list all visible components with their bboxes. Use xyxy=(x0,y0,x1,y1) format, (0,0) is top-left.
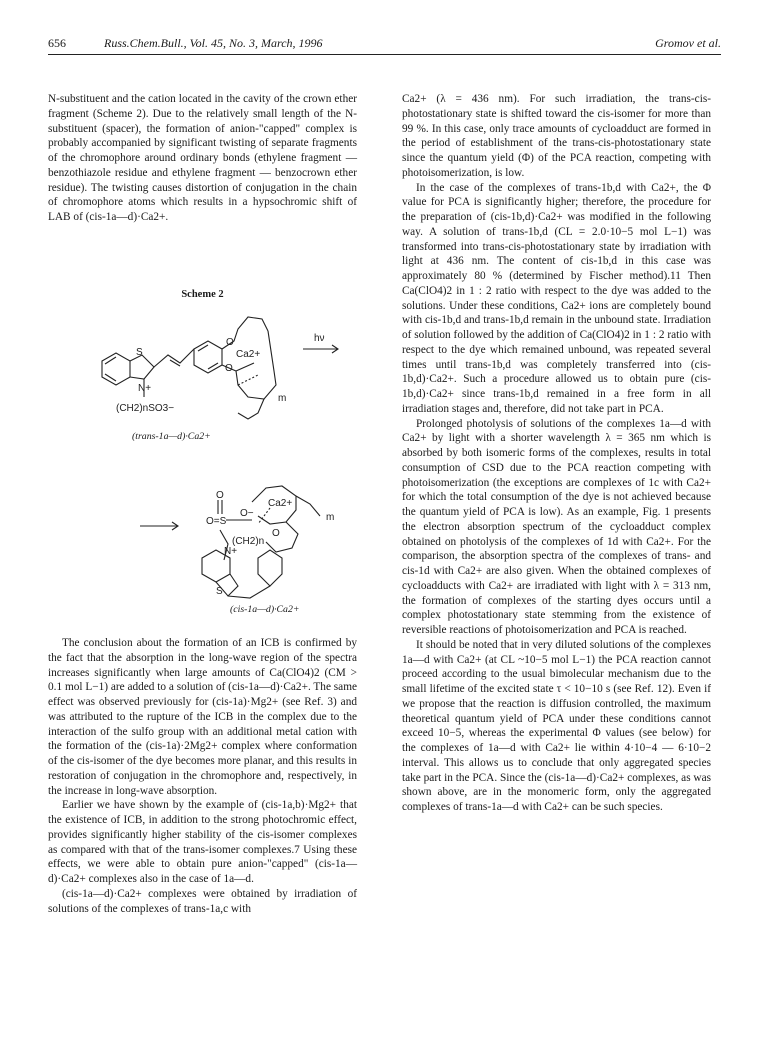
calcium-ion: Ca2+ xyxy=(268,498,293,509)
calcium-ion: Ca2+ xyxy=(236,349,261,360)
thiazole-ring xyxy=(130,355,154,379)
benzocrown-ring xyxy=(194,341,222,373)
paragraph: Ca2+ (λ = 436 nm). For such irradiation, the trans-cis-photostationary state is shifted toward the cis-isomer for more than 99 %. In this case, only trace amounts of cycloadduct are formed in the period of establishment of the trans-cis-photostationary state since the quantum yield (Φ) of the PCA reaction, competing with photoisomerization, is low. xyxy=(402,93,711,179)
atom-o: O xyxy=(226,337,234,348)
page-number: 656 xyxy=(48,36,66,50)
atom-o: O xyxy=(272,528,280,539)
paragraph: Prolonged photolysis of solutions of the complexes 1a—d with Ca2+ by light with a shorter wavelength λ = 365 nm which is absorbed by both isomeric forms of the complexes, results in total consumption of CSD due to the PCA reaction competing with photoisomerization (the exceptions are complexes of 1c with Ca2+ for which the total consumption of the dye is not achieved because the quantum yield of PCA is low). As an example, Fig. 1 presents the electron absorption spectrum of the cycloadduct complex obtained on photolysis of the complexes of 1d with Ca2+. For the comparison, the absorption spectra of the complexes of trans- and cis-1d with Ca2+ are also given. When the obtained complexes of cycloadducts with Ca2+ are irradiated with light with λ = 313 nm, the formation of complexes of the starting dyes occurs until a complex photostationary state stemming from the existence of reversible reactions of photoisomerization and PCA is reached. xyxy=(402,417,711,636)
atom-n: N+ xyxy=(224,546,238,557)
atom-o: O xyxy=(225,363,233,374)
running-authors: Gromov et al. xyxy=(655,36,721,50)
scheme-caption-trans: (trans-1a—d)·Ca2+ xyxy=(132,431,211,442)
atom-n: N+ xyxy=(138,383,152,394)
n-substituent: (CH2)nSO3− xyxy=(116,403,175,414)
paragraph: It should be noted that in very diluted solutions of the complexes 1a—d with Ca2+ (at CL ~10−5 mol L−1) the PCA reaction cannot proceed according to the usual bimolecular mechanism due to the small lifetime of the excited state τ < 10−10 s (see Ref. 12). Even if we propose that the reaction is diffusion controlled, the maximum theoretical quantum yield of PCA under these conditions cannot exceed 10−5, whereas the experimental Φ values (see below) for the complexes of 1a—d with Ca2+ lie within 4·10−4 — 6·10−2 interval. This allows us to conclude that only aggregated species take part in the PCA. Since the (cis-1a—d)·Ca2+ complexes, as was shown above, are in the monomeric form, only the aggregated complexes of trans-1a—d with Ca2+ can be such species. xyxy=(402,638,711,813)
trans-complex-structure xyxy=(88,305,358,455)
ethylene-bridge xyxy=(154,349,194,367)
paragraph: Earlier we have shown by the example of (cis-1a,b)·Mg2+ that the existence of ICB, in addition to the strong photochromic effect, provides significantly higher stability of the cis-isomer complexes as compared with that of the trans-isomer complexes.7 Using these effects, we were able to obtain pure anion-"capped" (cis-1a—d)·Ca2+ complexes also in the case of 1a—d. xyxy=(48,799,357,885)
paragraph: (cis-1a—d)·Ca2+ complexes were obtained by irradiation of solutions of the complexes of trans-1a,c with xyxy=(48,887,357,915)
benzocrown-ring xyxy=(258,550,282,586)
left-column-lower xyxy=(48,636,357,916)
right-column xyxy=(402,92,711,815)
sulfonate: O=S xyxy=(206,516,227,527)
cis-complex-structure xyxy=(120,478,360,618)
journal-citation: Russ.Chem.Bull., Vol. 45, No. 3, March, 1996 xyxy=(104,36,323,50)
arrow-label: hν xyxy=(314,333,325,344)
spacer-label: (CH2)n xyxy=(232,536,265,547)
label-m: m xyxy=(326,512,335,523)
running-header xyxy=(48,34,721,56)
left-column xyxy=(48,92,357,225)
ethylene-bridge xyxy=(228,586,270,598)
paragraph: The conclusion about the formation of an ICB is confirmed by the fact that the absorption in the long-wave region of the spectra increases significantly when large amounts of Ca(ClO4)2 (CM > 0.1 mol L−1) are added to a solution of (cis-1a—d)·Ca2+. The same effect was observed previously for (cis-1a)·Mg2+ (see Ref. 3) and was attributed to the rupture of the ICB in the complex due to the interaction of the sulfo group with an additional metal cation with the formation of the (cis-1a)·2Mg2+ complex where conformation of the cis-isomer of the dye becomes more planar, and this results in restoration of conjugation in the chromophore and, respectively, in the increase in long-wave absorption. xyxy=(48,637,357,797)
o-minus: O− xyxy=(240,508,254,519)
atom-o: O xyxy=(216,490,224,501)
scheme-title: Scheme 2 xyxy=(181,289,224,300)
atom-s: S xyxy=(216,586,223,597)
header-rule xyxy=(48,54,721,55)
scheme-caption-cis: (cis-1a—d)·Ca2+ xyxy=(230,604,300,615)
paragraph: In the case of the complexes of trans-1b,d with Ca2+, the Φ value for PCA is significantly higher; therefore, the procedure for the preparation of (cis-1b,d)·Ca2+ was modified in the following way. A solution of trans-1b,d (CL = 2.0·10−5 mol L−1) was transformed into trans-cis-photostationary state by irradiation with light at 436 nm. The content of cis-1b,d in this case was approximately 80 % (determined by Fischer method).11 Then Ca(ClO4)2 in 1 : 2 ratio with respect to the dye was added to the solutions. Under these conditions, Ca2+ ions are completely bound with cis-1b,d and trans-1b,d remain in the unbound state. Irradiation of solution followed by the addition of Ca(ClO4)2 in 1 : 2 ratio with respect to the dye which remained unbound, was repeated several times until trans-1b,d was completely transferred into (cis-1b,d)·Ca2+. Such a procedure allowed us to obtain pure (cis-1b,d)·Ca2+ since trans-1b,d remained in a free form in all irradiation stages and, therefore, did not take part in PCA. xyxy=(402,181,711,415)
paragraph: N-substituent and the cation located in the cavity of the crown ether fragment (Scheme 2). Due to the relatively small length of the N-substituent (spacer), the formation of anion-"capped" complex is probably accompanied by significant twisting of separate fragments of the chromophore around ordinary bonds (ethylene fragment — benzothiazole residue and ethylene fragment — benzocrown ether residue). The twisting causes distortion of conjugation in the chain of chromophore atoms which results in a hypsochromic shift of LAB of (cis-1a—d)·Ca2+. xyxy=(48,93,357,223)
benzothiazole-benzene-ring xyxy=(102,353,130,385)
label-m: m xyxy=(278,393,287,404)
atom-s: S xyxy=(136,347,143,358)
